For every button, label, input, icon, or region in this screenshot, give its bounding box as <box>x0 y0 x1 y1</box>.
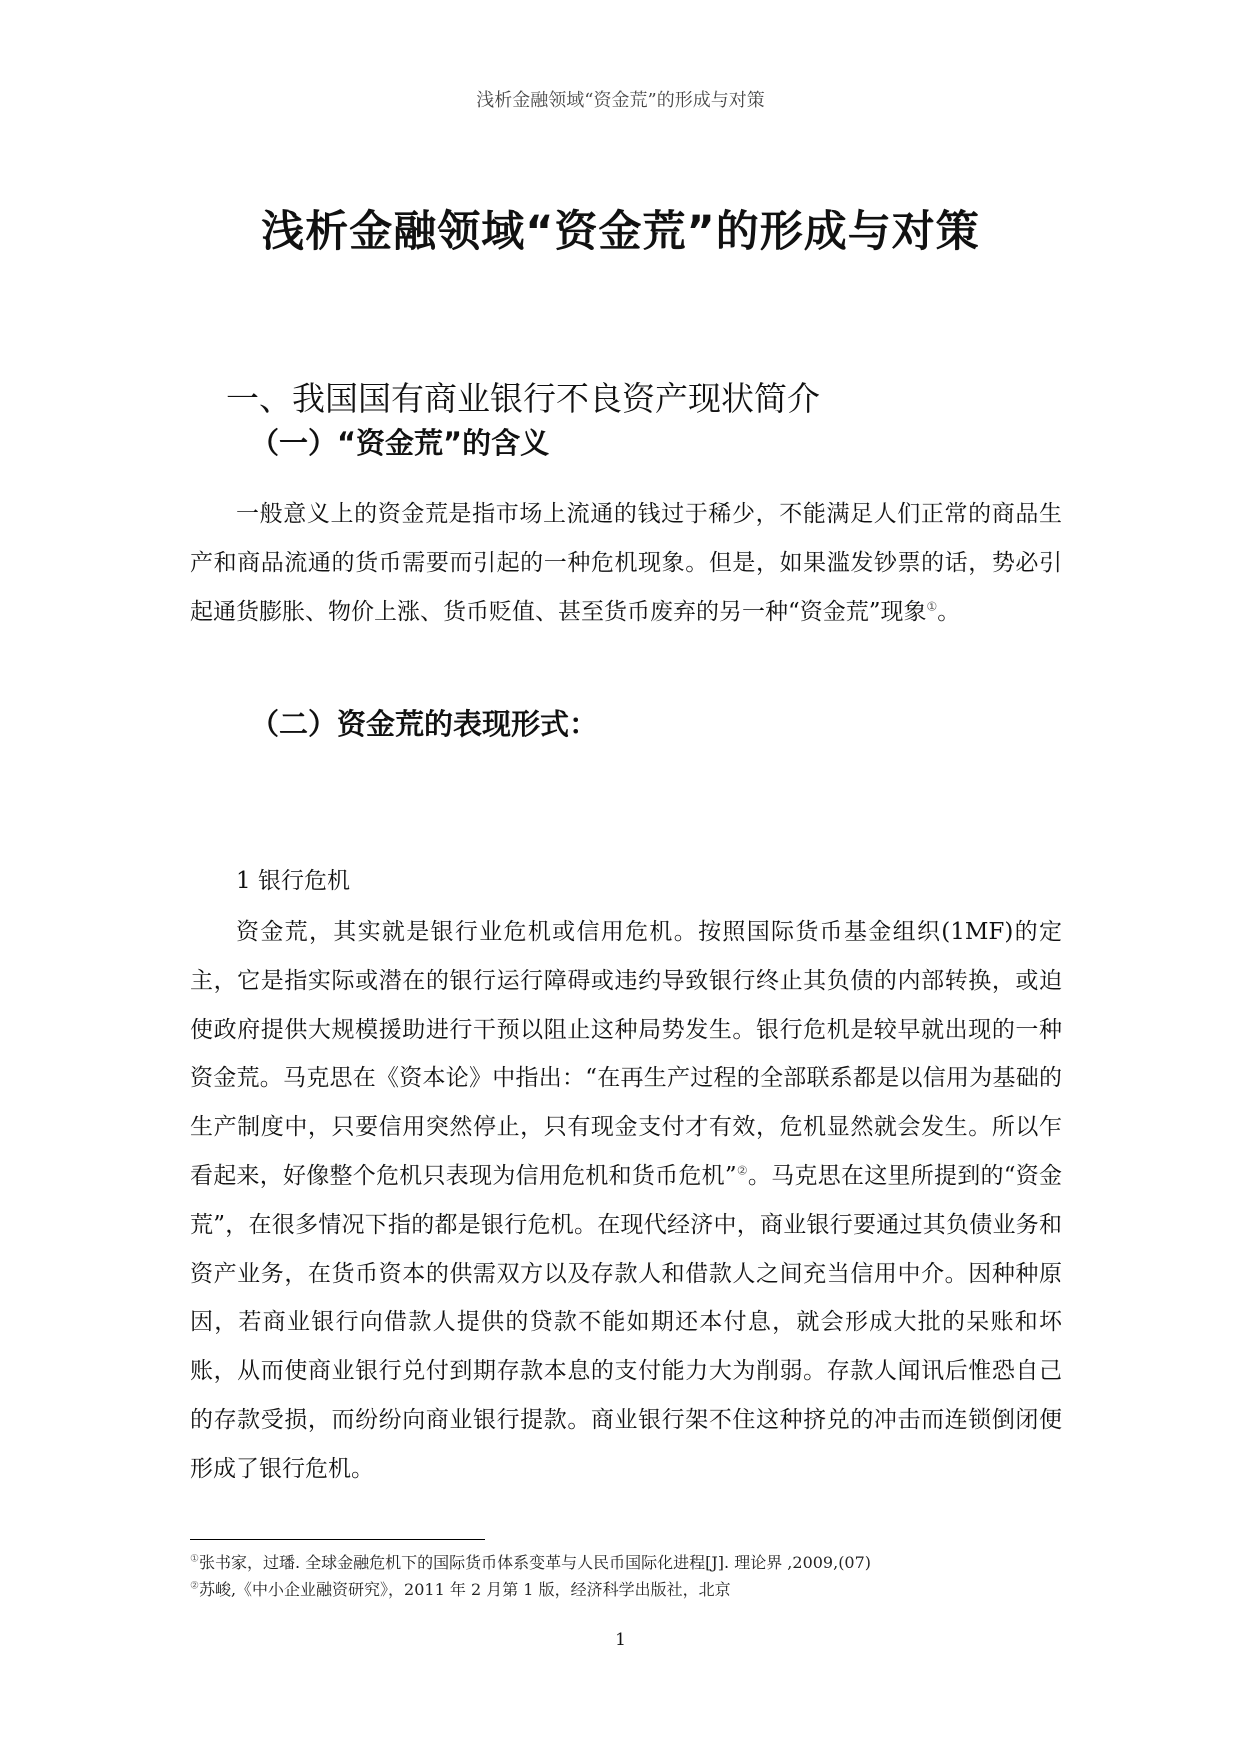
subsection-heading-forms: （二）资金荒的表现形式： <box>250 707 599 741</box>
footnote-1-mark: ① <box>190 1553 199 1565</box>
paragraph-bank-crisis-part1: 资金荒，其实就是银行业危机或信用危机。按照国际货币基金组织(1MF)的定主，它是指实际或潜在的银行运行障碍或违约导致银行终止其负债的内部转换，或迫使政府提供大规模援助进行干预以阻止这种局势发生。银行危机是较早就出现的一种资金荒。马克思在《资本论》中指出：“在再生产过程的全部联系都是以信用为基础的生产制度中，只要信用突然停止，只有现金支付才有效，危机显然就会发生。所以乍看起来，好像整个危机只表现为信用危机和货币危机” <box>190 919 1062 1189</box>
footnote-2-mark: ② <box>190 1580 199 1592</box>
item-label-bank-crisis: 1 银行危机 <box>236 868 350 894</box>
footnote-2-text: 苏峻,《中小企业融资研究》，2011 年 2 月第 1 版，经济科学出版社，北京 <box>198 1580 731 1599</box>
footnote-ref-2[interactable]: ② <box>736 1163 748 1178</box>
paragraph-meaning <box>190 490 1062 636</box>
subsection-heading-meaning: （一）“资金荒”的含义 <box>250 426 550 460</box>
footnote-1 <box>190 1549 1090 1576</box>
section-heading-1: 一、我国国有商业银行不良资产现状简介 <box>226 379 820 418</box>
running-header: 浅析金融领域“资金荒”的形成与对策 <box>476 90 765 111</box>
page-number: 1 <box>615 1630 626 1650</box>
document-title: 浅析金融领域“资金荒”的形成与对策 <box>261 207 980 257</box>
paragraph-meaning-text: 一般意义上的资金荒是指市场上流通的钱过于稀少，不能满足人们正常的商品生产和商品流通的货币需要而引起的一种危机现象。但是，如果滥发钞票的话，势必引起通货膨胀、物价上涨、货币贬值、甚至货币废弃的另一种“资金荒”现象 <box>190 501 1062 625</box>
footnote-ref-1[interactable]: ① <box>926 598 938 613</box>
footnote-2 <box>190 1576 1090 1603</box>
footnote-1-text: 张书家，过璠. 全球金融危机下的国际货币体系变革与人民币国际化进程[J]. 理论界 ,2009,(07) <box>198 1553 872 1572</box>
paragraph-bank-crisis-part2: 。马克思在这里所提到的“资金荒”，在很多情况下指的都是银行危机。在现代经济中，商业银行要通过其负债业务和资产业务，在货币资本的供需双方以及存款人和借款人之间充当信用中介。因种种原因，若商业银行向借款人提供的贷款不能如期还本付息，就会形成大批的呆账和坏账，从而使商业银行兑付到期存款本息的支付能力大为削弱。存款人闻讯后惟恐自己的存款受损，而纷纷向商业银行提款。商业银行架不住这种挤兑的冲击而连锁倒闭便形成了银行危机。 <box>190 1162 1062 1482</box>
paragraph-meaning-end: 。 <box>937 598 961 625</box>
paragraph-bank-crisis <box>190 908 1062 1494</box>
footnotes <box>190 1549 1090 1603</box>
footnote-divider <box>190 1539 485 1540</box>
